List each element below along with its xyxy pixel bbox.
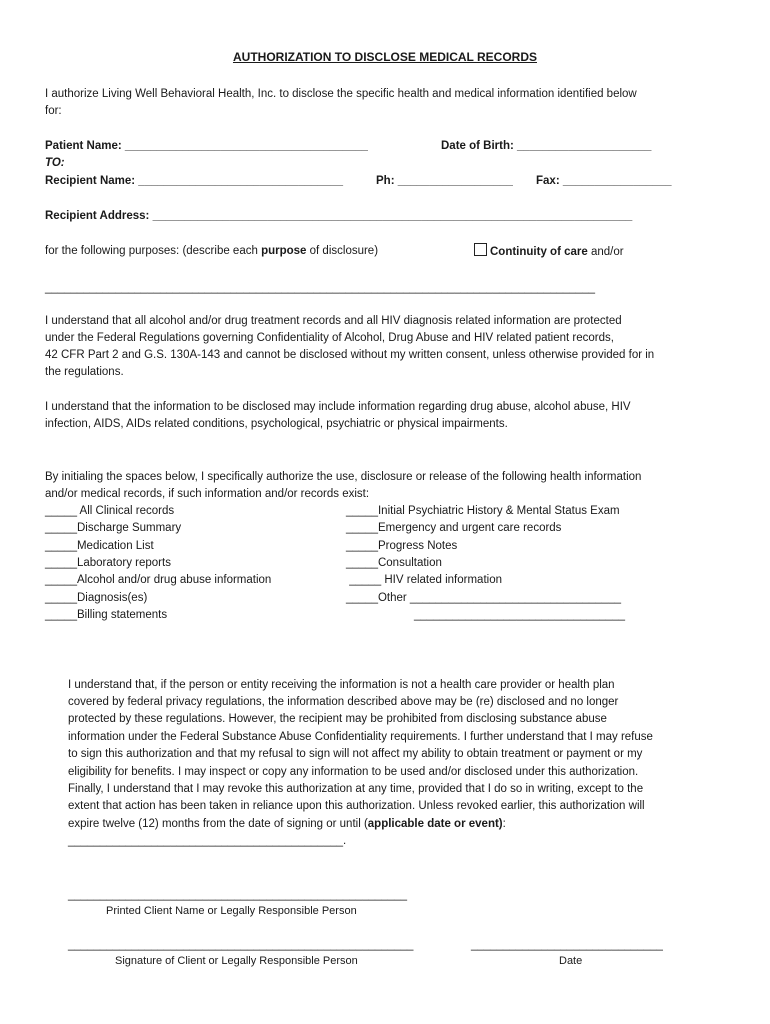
record-item-diagnoses[interactable]: _____Diagnosis(es) [45,592,148,604]
signature-label: Signature of Client or Legally Responsible Person [115,955,358,967]
purpose-suffix: of disclosure) [306,245,379,257]
purpose-line[interactable]: ______________________________________________________________________________________ [45,282,596,294]
phone-field[interactable]: Ph: __________________ [376,175,513,187]
expiration-line[interactable]: ___________________________________________. [68,835,347,847]
printed-name-line[interactable]: _____________________________________________________ [68,889,407,901]
para4-last-suffix: : [502,818,506,830]
para2-line: I understand that the information to be disclosed may include information regarding drug abuse, alcohol abuse, HIV [45,401,631,413]
recipient-name-field[interactable]: Recipient Name: ________________________________ [45,175,343,187]
para4-line: eligibility for benefits. I may inspect or copy any information to be used and/or disclosed under this authorization. [68,766,639,778]
para2-line: infection, AIDS, AIDs related conditions, psychological, psychiatric or physical impairments. [45,418,508,430]
para4-line: I understand that, if the person or entity receiving the information is not a health care provider or health plan [68,679,615,691]
para3-line: By initialing the spaces below, I specifically authorize the use, disclosure or release of the following health information [45,471,642,483]
record-item-alcohol-drug[interactable]: _____Alcohol and/or drug abuse information [45,574,272,586]
purpose-prefix: for the following purposes: (describe each [45,245,262,257]
date-line[interactable]: ______________________________ [471,939,663,951]
to-label: TO: [45,157,65,169]
record-item-consultation[interactable]: _____Consultation [346,557,442,569]
record-item-billing-statements[interactable]: _____Billing statements [45,609,168,621]
para4-line: information under the Federal Substance Abuse Confidentiality requirements. I further understand that I may refuse [68,731,653,743]
para4-line: protected by these regulations. However, the recipient may be prohibited from disclosing substance abuse [68,713,607,725]
patient-name-field[interactable]: Patient Name: ______________________________________ [45,140,368,152]
record-item-other-line[interactable]: _________________________________ [414,609,626,621]
date-of-birth-field[interactable]: Date of Birth: _____________________ [441,140,652,152]
record-item-progress-notes[interactable]: _____Progress Notes [346,540,458,552]
para4-line: Finally, I understand that I may revoke this authorization at any time, provided that I do so in writing, except to the [68,783,644,795]
para4-line: covered by federal privacy regulations, the information described above may be (re) disclosed and no longer [68,696,619,708]
record-item-emergency-care[interactable]: _____Emergency and urgent care records [346,522,562,534]
para4-last-line [68,816,506,833]
record-item-psychiatric-history[interactable]: _____Initial Psychiatric History & Mental Status Exam [346,505,620,517]
para1-line: I understand that all alcohol and/or drug treatment records and all HIV diagnosis related information are protected [45,315,622,327]
para1-line: under the Federal Regulations governing Confidentiality of Alcohol, Drug Abuse and HIV related patient records, [45,332,614,344]
date-label: Date [559,955,583,967]
intro-line-1: I authorize Living Well Behavioral Health, Inc. to disclose the specific health and medical information identified below [45,88,637,100]
continuity-label: Continuity of care [490,246,588,258]
para4-line: extent that action has been taken in reliance upon this authorization. Unless revoked earlier, this authorization will [68,800,645,812]
document-title: AUTHORIZATION TO DISCLOSE MEDICAL RECORDS [232,50,537,64]
record-item-hiv[interactable]: _____ HIV related information [346,574,502,586]
recipient-address-field[interactable]: Recipient Address: ___________________________________________________________________________ [45,210,633,222]
purpose-bold: purpose [261,245,307,257]
record-item-all-clinical[interactable]: _____ All Clinical records [45,505,175,517]
record-item-other[interactable]: _____Other _________________________________ [346,592,621,604]
record-item-laboratory-reports[interactable]: _____Laboratory reports [45,557,171,569]
intro-line-2: for: [45,105,62,117]
para4-line: to sign this authorization and that my refusal to sign will not affect my ability to obtain treatment or payment or my [68,748,643,760]
continuity-checkbox[interactable] [474,243,487,256]
para4-last-prefix: expire twelve (12) months from the date of signing or until ( [68,818,368,830]
para4-last-bold: applicable date or event) [367,818,503,830]
signature-line[interactable]: ______________________________________________________ [68,939,414,951]
continuity-andor: and/or [587,246,624,258]
printed-name-label: Printed Client Name or Legally Responsible Person [106,905,357,917]
fax-field[interactable]: Fax: _________________ [536,175,672,187]
record-item-medication-list[interactable]: _____Medication List [45,540,154,552]
para1-line: 42 CFR Part 2 and G.S. 130A-143 and cannot be disclosed without my written consent, unless otherwise provided for in [45,349,655,361]
purpose-label [45,243,378,260]
record-item-discharge-summary[interactable]: _____Discharge Summary [45,522,182,534]
para1-line: the regulations. [45,366,124,378]
continuity-of-care-option[interactable] [474,243,624,261]
para3-line: and/or medical records, if such information and/or records exist: [45,488,370,500]
